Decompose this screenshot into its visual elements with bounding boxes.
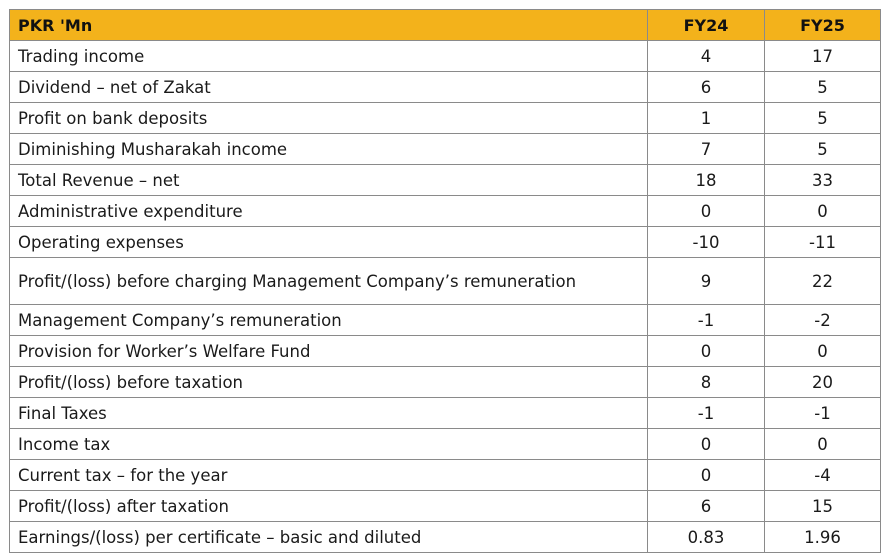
row-label: Earnings/(loss) per certificate – basic and diluted	[10, 522, 648, 553]
row-fy25-value: 22	[765, 258, 881, 305]
table-row	[10, 429, 881, 460]
row-label: Income tax	[10, 429, 648, 460]
row-fy25-value: -4	[765, 460, 881, 491]
row-fy24-value: 7	[648, 134, 765, 165]
table-row	[10, 305, 881, 336]
row-fy25-value: -2	[765, 305, 881, 336]
row-fy24-value: 0	[648, 460, 765, 491]
row-label: Profit on bank deposits	[10, 103, 648, 134]
row-label: Profit/(loss) before charging Management Company’s remuneration	[10, 258, 648, 305]
row-fy24-value: 9	[648, 258, 765, 305]
row-fy25-value: 0	[765, 196, 881, 227]
financial-table	[9, 9, 881, 553]
header-fy24-cell: FY24	[648, 10, 765, 41]
row-fy25-value: 1.96	[765, 522, 881, 553]
row-fy24-value: 6	[648, 72, 765, 103]
row-label: Operating expenses	[10, 227, 648, 258]
row-label: Final Taxes	[10, 398, 648, 429]
table-row	[10, 41, 881, 72]
table-row	[10, 134, 881, 165]
row-fy24-value: 4	[648, 41, 765, 72]
table-row	[10, 196, 881, 227]
row-fy25-value: -1	[765, 398, 881, 429]
row-fy25-value: 5	[765, 134, 881, 165]
row-fy25-value: 17	[765, 41, 881, 72]
row-fy24-value: -10	[648, 227, 765, 258]
row-fy24-value: 6	[648, 491, 765, 522]
table-row	[10, 103, 881, 134]
table-row	[10, 336, 881, 367]
table-row	[10, 258, 881, 305]
row-label: Diminishing Musharakah income	[10, 134, 648, 165]
row-fy25-value: 5	[765, 103, 881, 134]
row-fy24-value: -1	[648, 398, 765, 429]
table-row	[10, 367, 881, 398]
table-row	[10, 460, 881, 491]
row-label: Management Company’s remuneration	[10, 305, 648, 336]
row-label: Total Revenue – net	[10, 165, 648, 196]
row-fy24-value: 18	[648, 165, 765, 196]
row-fy24-value: 0	[648, 196, 765, 227]
table-row	[10, 227, 881, 258]
row-label: Provision for Worker’s Welfare Fund	[10, 336, 648, 367]
header-fy25-cell: FY25	[765, 10, 881, 41]
row-label: Profit/(loss) after taxation	[10, 491, 648, 522]
table-row	[10, 491, 881, 522]
row-fy24-value: 8	[648, 367, 765, 398]
row-fy25-value: 20	[765, 367, 881, 398]
row-label: Administrative expenditure	[10, 196, 648, 227]
row-fy25-value: 15	[765, 491, 881, 522]
row-fy24-value: 0.83	[648, 522, 765, 553]
row-fy24-value: 0	[648, 429, 765, 460]
table-header-row	[10, 10, 881, 41]
header-label-cell: PKR 'Mn	[10, 10, 648, 41]
row-fy24-value: 0	[648, 336, 765, 367]
row-label: Dividend – net of Zakat	[10, 72, 648, 103]
row-fy25-value: 0	[765, 429, 881, 460]
row-fy25-value: 5	[765, 72, 881, 103]
row-fy24-value: 1	[648, 103, 765, 134]
row-fy24-value: -1	[648, 305, 765, 336]
table-row	[10, 165, 881, 196]
row-label: Trading income	[10, 41, 648, 72]
table-row	[10, 398, 881, 429]
row-fy25-value: 0	[765, 336, 881, 367]
table-row	[10, 72, 881, 103]
row-fy25-value: 33	[765, 165, 881, 196]
row-label: Current tax – for the year	[10, 460, 648, 491]
table-row	[10, 522, 881, 553]
row-fy25-value: -11	[765, 227, 881, 258]
row-label: Profit/(loss) before taxation	[10, 367, 648, 398]
